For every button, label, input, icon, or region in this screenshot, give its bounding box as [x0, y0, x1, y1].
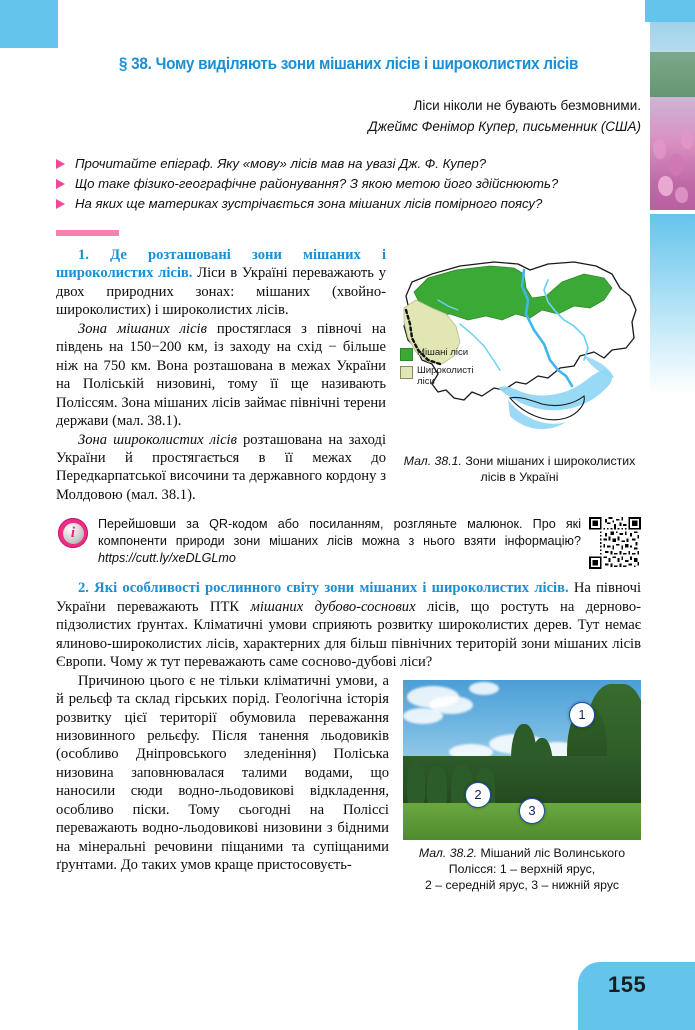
legend-item-broadleaf-forest	[400, 366, 475, 387]
callout-2: 2	[465, 782, 491, 808]
arrow-bullet-icon	[56, 179, 65, 189]
figure-caption-line3: 2 – середній ярус, 3 – нижній ярус	[425, 877, 619, 892]
paragraph: Причиною цього є не тільки кліматичні умови, а й рельєф та склад гірських порід. Геологічна історія розвитку цієї території обумовила переважання низовинного рельєфу. Після танення льодовиків (особливо Дніпровського зледеніння) Поліська низовина заповнювалася талими водами, що наносили сюди водно-льодовикові відкладення, особливо піски. Тому сьогодні на Поліссі переважають водно-льодовикові низовини з бідними на мінеральні речовини піщаними та супіщаними ґрунтами. До таких умов краще пристосовуєть-	[56, 672, 389, 874]
intro-question-list	[56, 154, 641, 214]
qr-code-svg	[589, 517, 641, 569]
page-title: § 38. Чому виділяють зони мішаних лісів і широколистих лісів	[118, 55, 579, 73]
figure-caption-label: Мал. 38.1.	[403, 454, 462, 469]
legend-label: Широколисті ліси	[417, 365, 474, 387]
epigraph-source: Джеймс Фенімор Купер, письменник (США)	[368, 118, 641, 134]
paragraph-text: лісів, що ростуть на дерново-підзолистих ґрунтах. Кліматичні умови сприяють розвитку широколистих дерев. Тут немає ялиново-широколистих лісів, характерних для більш північних територій зони мішаних лісів Європи. Чому ж тут переважають саме сосново-дубові ліси?	[56, 598, 641, 671]
emphasis-term: мішаних дубово-соснових	[250, 598, 416, 615]
decor-flower-photo-strip	[650, 22, 695, 210]
callout-1: 1	[569, 702, 595, 728]
figure-caption-label: Мал. 38.2.	[418, 845, 478, 860]
question-text: Що таке фізико-географічне районування? З якою метою його здійснюють?	[75, 175, 559, 191]
forest-photo	[403, 680, 641, 840]
legend-item-mixed-forest	[400, 348, 475, 361]
emphasis-term: Зона широколистих лісів	[78, 431, 237, 448]
info-icon-glyph: i	[63, 523, 84, 544]
figure-caption	[398, 454, 641, 486]
decor-top-right-bar	[645, 0, 695, 22]
emphasis-term: Зона мішаних лісів	[78, 320, 207, 337]
decor-right-gradient-bar	[650, 214, 695, 394]
info-icon	[58, 518, 88, 548]
paragraph-text: простяглася з півночі на південь на 150−200 км, із заходу на схід − більше ніж на 750 км. Вона розташована в межах України на Поліській низовині, тому її ще називають Поліссям. Зона мішаних лісів займає північні терени держави (мал. 38.1).	[56, 320, 386, 430]
legend-swatch-icon	[400, 366, 413, 379]
section-2-intro	[56, 579, 641, 671]
figure-caption-line1: Мішаний ліс Волинського	[477, 845, 626, 860]
section-divider	[56, 230, 119, 236]
paragraph-text: На півночі України переважають ПТК	[56, 580, 641, 615]
figure-photo-container	[403, 680, 641, 894]
page-number: 155	[608, 972, 647, 997]
figure-38-2	[403, 680, 641, 894]
figure-caption	[403, 846, 641, 894]
paragraph-text: Ліси в Україні переважають у двох природних зонах: мішаних (хвойно-широколистих) і широколистих лісів.	[56, 265, 386, 319]
figure-38-1	[398, 252, 641, 486]
legend-label: Мішані ліси	[417, 347, 469, 359]
section-heading: 1. Де розташовані зони мішаних і широколистих лісів.	[56, 247, 386, 282]
epigraph-quote: Ліси ніколи не бувають безмовними.	[413, 98, 641, 113]
arrow-bullet-icon	[56, 159, 65, 169]
figure-map-container	[398, 252, 641, 486]
info-link[interactable]: https://cutt.ly/xeDLGLmo	[98, 551, 236, 566]
section-heading: 2. Які особливості рослинного світу зони мішаних і широколистих лісів.	[78, 580, 569, 597]
qr-code[interactable]	[589, 517, 641, 569]
info-text-body: Перейшовши за QR-кодом або посиланням, розгляньте малюнок. Про які компоненти природи зони мішаних лісів можна з нього взяти інформацію?	[98, 517, 581, 549]
callout-3: 3	[519, 798, 545, 824]
question-text: Прочитайте епіграф. Яку «мову» лісів мав на увазі Дж. Ф. Купер?	[75, 155, 487, 171]
list-item	[56, 174, 641, 194]
qr-info-box	[56, 516, 641, 569]
list-item	[56, 194, 641, 214]
figure-caption-text: Зони мішаних і широколистих лісів в Україні	[461, 454, 636, 485]
paragraph	[56, 579, 641, 671]
legend-swatch-icon	[400, 348, 413, 361]
map-canvas	[398, 252, 641, 448]
epigraph	[56, 96, 641, 138]
figure-caption-line2: Полісся: 1 – верхній ярус,	[448, 861, 596, 876]
arrow-bullet-icon	[56, 199, 65, 209]
question-text: На яких ще материках зустрічається зона мішаних лісів помірного поясу?	[75, 195, 543, 211]
list-item	[56, 154, 641, 174]
paragraph-text: розташована на заході України й простягається в її межах до Передкарпатської височини та державного кордону з Молдовою (мал. 38.1).	[56, 431, 386, 503]
map-legend	[400, 348, 475, 392]
info-box-text	[98, 516, 589, 567]
decor-top-left-bar	[0, 0, 58, 48]
page-content	[56, 0, 641, 898]
